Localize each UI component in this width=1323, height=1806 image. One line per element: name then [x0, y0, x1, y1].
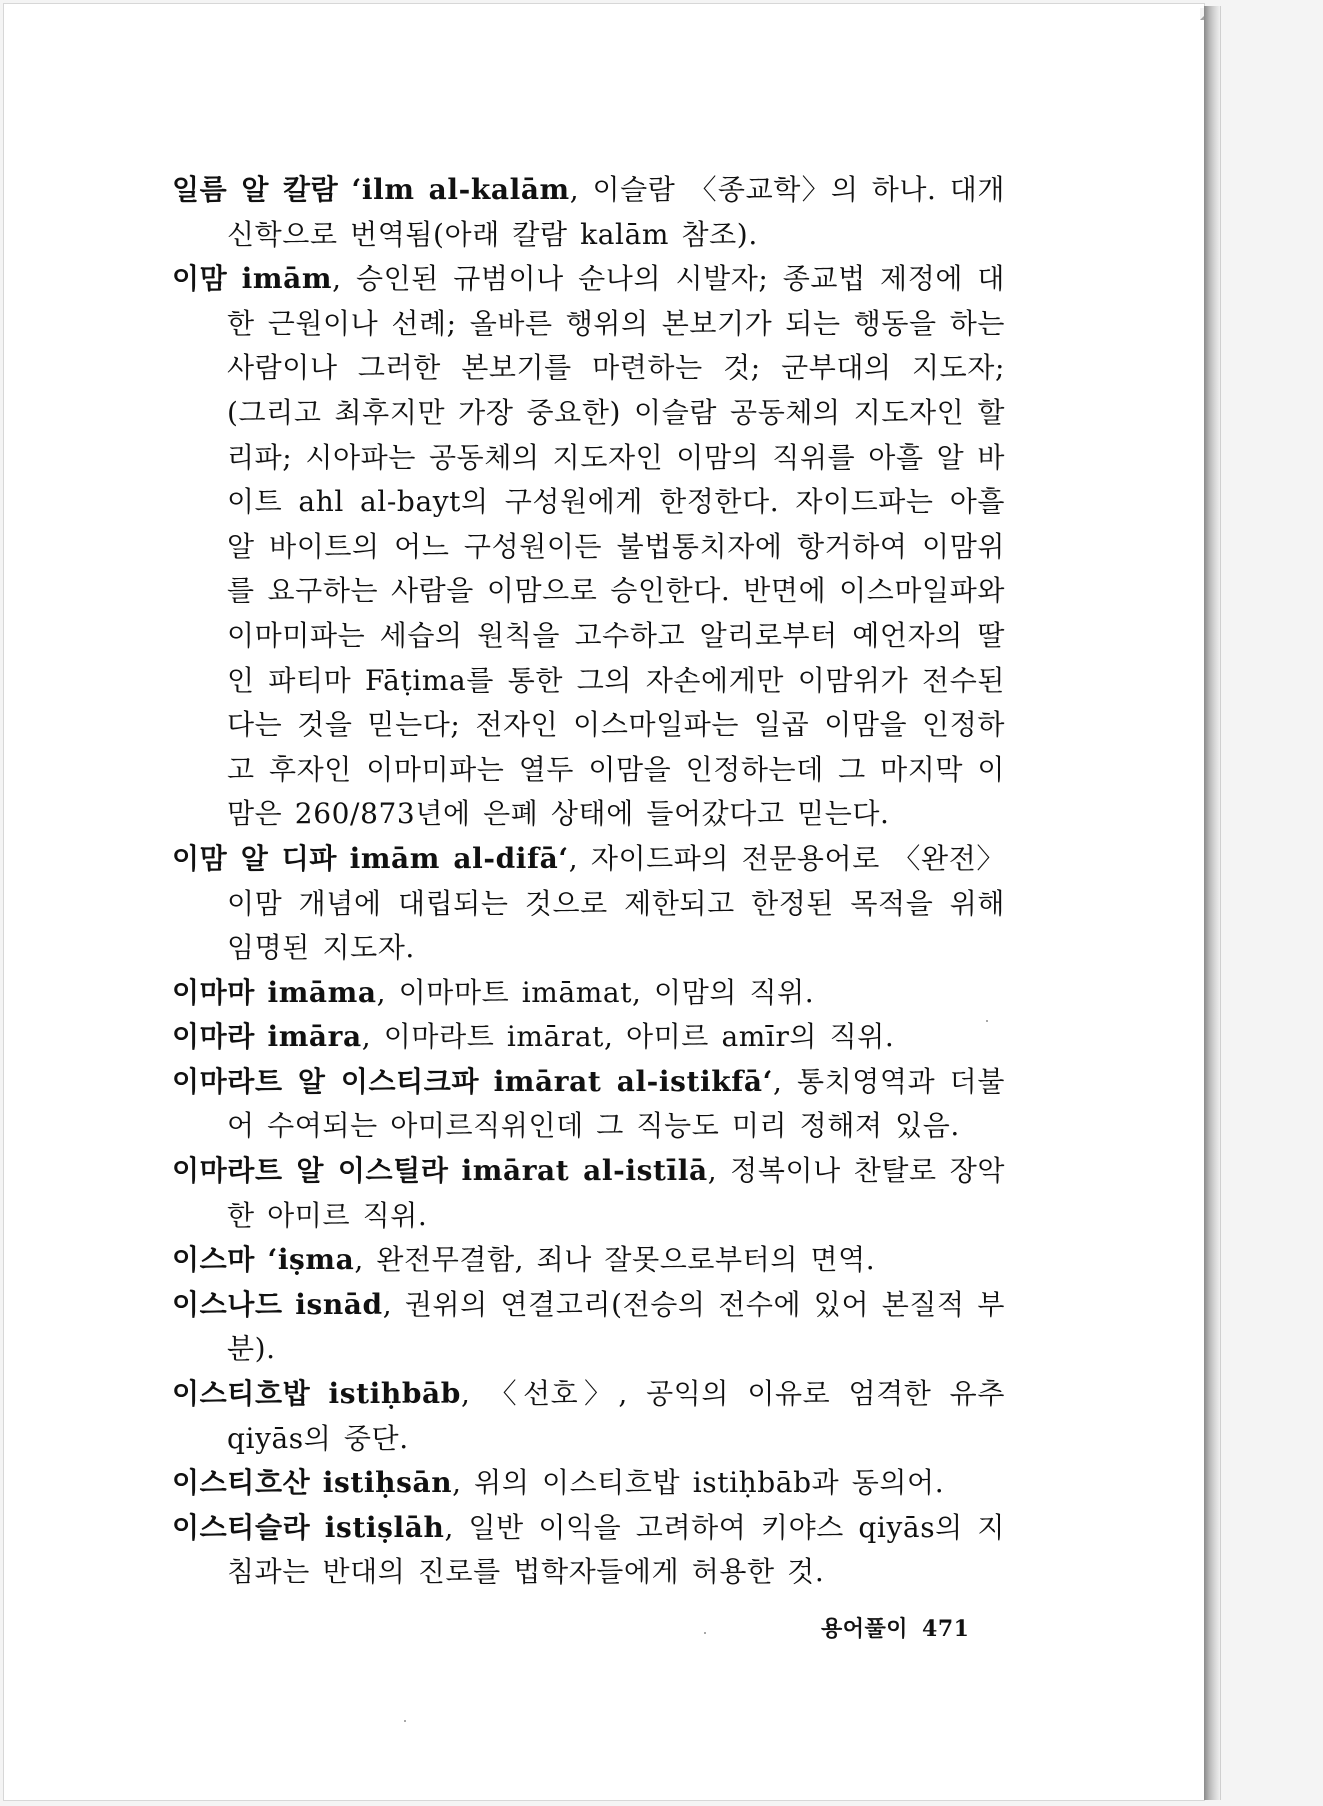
entry-definition: , 자이드파의 전문용어로 〈완전〉 이맘 개념에 대립되는 것으로 제한되고 한정된 목적을 위해 임명된 지도자.: [227, 841, 1005, 965]
document-page: [4, 4, 1204, 1800]
entry-definition: , 일반 이익을 고려하여 키야스 qiyās의 지침과는 반대의 진로를 법학자들에게 허용한 것.: [227, 1510, 1005, 1589]
glossary-entry: [172, 1015, 1005, 1060]
entry-term: imārat al-istikfā‘: [493, 1064, 774, 1098]
glossary-entry: [172, 1372, 1005, 1461]
glossary-entry: [172, 257, 1005, 837]
entry-headword: 이맘: [172, 262, 228, 296]
entry-headword: 이스티흐산: [172, 1466, 311, 1500]
scan-speck: [704, 1632, 706, 1634]
page-edge-shadow: [1204, 6, 1221, 1800]
page-number: 471: [922, 1616, 970, 1642]
glossary-entry: [172, 1506, 1005, 1595]
glossary-entry: [172, 1283, 1005, 1372]
entry-headword: 이마라: [172, 1020, 255, 1054]
entry-definition: , 정복이나 찬탈로 장악한 아미르 직위.: [227, 1154, 1005, 1232]
entry-term: istiḥbāb: [328, 1377, 461, 1411]
entry-headword: 이마라트 알 이스틸라: [172, 1154, 449, 1188]
entry-term: isnād: [295, 1287, 383, 1321]
glossary-entry: [172, 1461, 1005, 1506]
entry-headword: 이스티흐밥: [172, 1377, 311, 1411]
glossary-entry: [172, 1149, 1005, 1238]
entry-definition: , 이마라트 imārat, 아미르 amīr의 직위.: [361, 1020, 895, 1054]
entry-headword: 이스나드: [172, 1287, 283, 1321]
glossary-content: [172, 168, 1005, 1595]
entry-headword: 이스마: [172, 1243, 255, 1277]
glossary-entry: [172, 1060, 1005, 1149]
entry-definition: , 이마마트 imāmat, 이맘의 직위.: [376, 975, 815, 1009]
entry-term: ‘iṣma: [267, 1243, 355, 1277]
entry-definition: , 완전무결함, 죄나 잘못으로부터의 면역.: [354, 1243, 876, 1277]
entry-term: ‘ilm al-kalām: [351, 173, 570, 206]
entry-headword: 이마마: [172, 975, 255, 1009]
entry-term: imām: [241, 262, 333, 296]
glossary-entry: [172, 1238, 1005, 1283]
section-label: 용어풀이: [821, 1617, 909, 1642]
glossary-entry: [172, 168, 1005, 257]
entry-term: imārat al-istīlā: [461, 1154, 708, 1188]
glossary-entry: [172, 971, 1005, 1016]
entry-definition: , 이슬람 〈종교학〉의 하나. 대개 신학으로 번역됨(아래 칼람 kalām 참조).: [227, 173, 1006, 251]
glossary-entry: [172, 837, 1005, 971]
scan-speck: [986, 1020, 988, 1022]
entry-term: istiḥsān: [322, 1466, 453, 1500]
entry-term: imāma: [267, 975, 377, 1009]
entry-term: istiṣlāh: [324, 1510, 445, 1544]
entry-definition: , 통치영역과 더불어 수여되는 아미르직위인데 그 직능도 미리 정해져 있음.: [227, 1064, 1005, 1143]
entry-headword: 일름 알 칼람: [172, 173, 339, 206]
entry-definition: , 승인된 규범이나 순나의 시발자; 종교법 제정에 대한 근원이나 선례; 올바른 행위의 본보기가 되는 행동을 하는 사람이나 그러한 본보기를 마련하는 것; 군부대의 지도자; (그리고 최후지만 가장 중요한) 이슬람 공동체의 지도자인 할리파; 시아파는 공동체의 지도자인 이맘의 직위를 아흘 알 바이트 ahl al-bayt의 구성원에게 한정한다. 자이드파는 아흘 알 바이트의 어느 구성원이든 불법통치자에 항거하여 이맘위를 요구하는 사람을 이맘으로 승인한다. 반면에 이스마일파와 이마미파는 세습의 원칙을 고수하고 알리로부터 예언자의 딸인 파티마 Fāṭima를 통한 그의 자손에게만 이맘위가 전수된다는 것을 믿는다; 전자인 이스마일파는 일곱 이맘을 인정하고 후자인 이마미파는 열두 이맘을 인정하는데 그 마지막 이맘은 260/873년에 은폐 상태에 들어갔다고 믿는다.: [227, 262, 1005, 831]
scan-speck: [404, 1720, 406, 1722]
entry-definition: , 위의 이스티흐밥 istiḥbāb과 동의어.: [452, 1466, 945, 1500]
entry-headword: 이마라트 알 이스티크파: [172, 1064, 480, 1098]
entry-headword: 이맘 알 디파: [172, 841, 338, 875]
entry-headword: 이스티슬라: [172, 1510, 311, 1544]
entry-term: imām al-difā‘: [349, 841, 569, 875]
entry-definition: , 권위의 연결고리(전승의 전수에 있어 본질적 부분).: [227, 1287, 1005, 1366]
entry-term: imāra: [267, 1020, 362, 1054]
entry-definition: , 〈선호〉, 공익의 이유로 엄격한 유추 qiyās의 중단.: [227, 1377, 1005, 1455]
page-footer: [821, 1614, 969, 1645]
